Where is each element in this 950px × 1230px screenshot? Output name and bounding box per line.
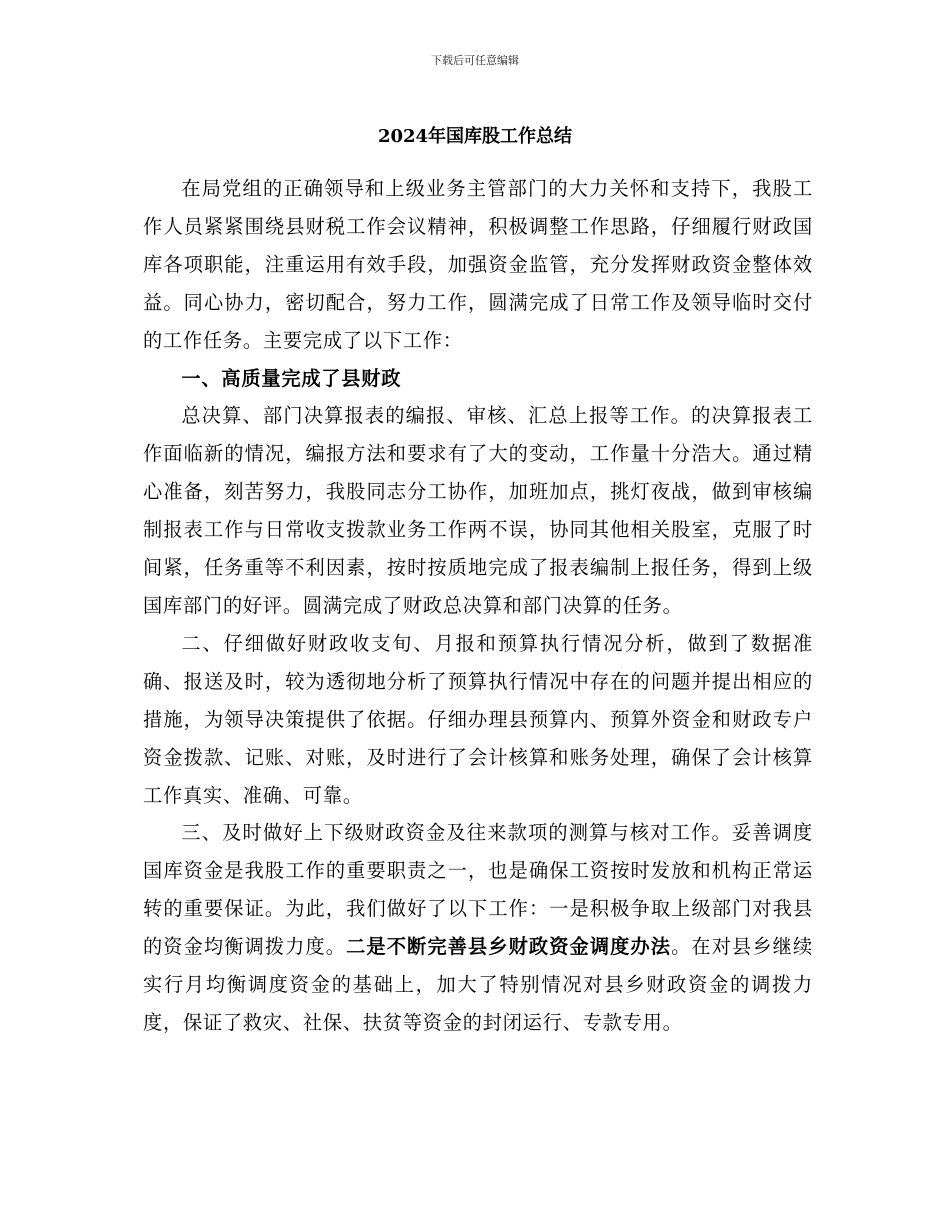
- document-title: 2024年国库股工作总结: [377, 126, 573, 147]
- paragraph-2: 二、仔细做好财政收支旬、月报和预算执行情况分析，做到了数据准确、报送及时，较为透彻地分析了预算执行情况中存在的问题并提出相应的措施，为领导决策提供了依据。仔细办理县预算内、预算外资金和财政专户资金拨款、记账、对账，及时进行了会计核算和账务处理，确保了会计核算工作真实、准确、可靠。: [143, 631, 813, 807]
- document-body: [143, 170, 813, 1042]
- paragraph-3-part-b: 。在对县乡继续实行月均衡调度资金的基础上，加大了特别情况对县乡财政资金的调拨力度，保证了救灾、社保、扶贫等资金的封闭运行、专款专用。: [143, 935, 813, 1034]
- intro-paragraph: 在局党组的正确领导和上级业务主管部门的大力关怀和支持下，我股工作人员紧紧围绕县财税工作会议精神，积极调整工作思路，仔细履行财政国库各项职能，注重运用有效手段，加强资金监管，充分发挥财政资金整体效益。同心协力，密切配合，努力工作，圆满完成了日常工作及领导临时交付的工作任务。主要完成了以下工作：: [143, 177, 813, 352]
- paragraph-1: 总决算、部门决算报表的编报、审核、汇总上报等工作。的决算报表工作面临新的情况，编报方法和要求有了大的变动，工作量十分浩大。通过精心准备，刻苦努力，我股同志分工协作，加班加点，挑灯夜战，做到审核编制报表工作与日常收支拨款业务工作两不误，协同其他相关股室，克服了时间紧，任务重等不利因素，按时按质地完成了报表编制上报任务，得到上级国库部门的好评。圆满完成了财政总决算和部门决算的任务。: [143, 404, 813, 617]
- paragraph-3-part-a: 三、及时做好上下级财政资金及往来款项的测算与核对工作。妥善调度国库资金是我股工作的重要职责之一，也是确保工资按时发放和机构正常运转的重要保证。为此，我们做好了以下工作：一是积极争取上级部门对我县的资金均衡调拨力度。: [143, 821, 813, 959]
- section-heading-1: 一、高质量完成了县财政: [181, 366, 402, 390]
- paragraph-3: [143, 814, 813, 1041]
- page-header-note: 下载后可任意编辑: [431, 54, 519, 67]
- paragraph-3-bold-phrase: 二是不断完善县乡财政资金调度办法: [346, 935, 672, 959]
